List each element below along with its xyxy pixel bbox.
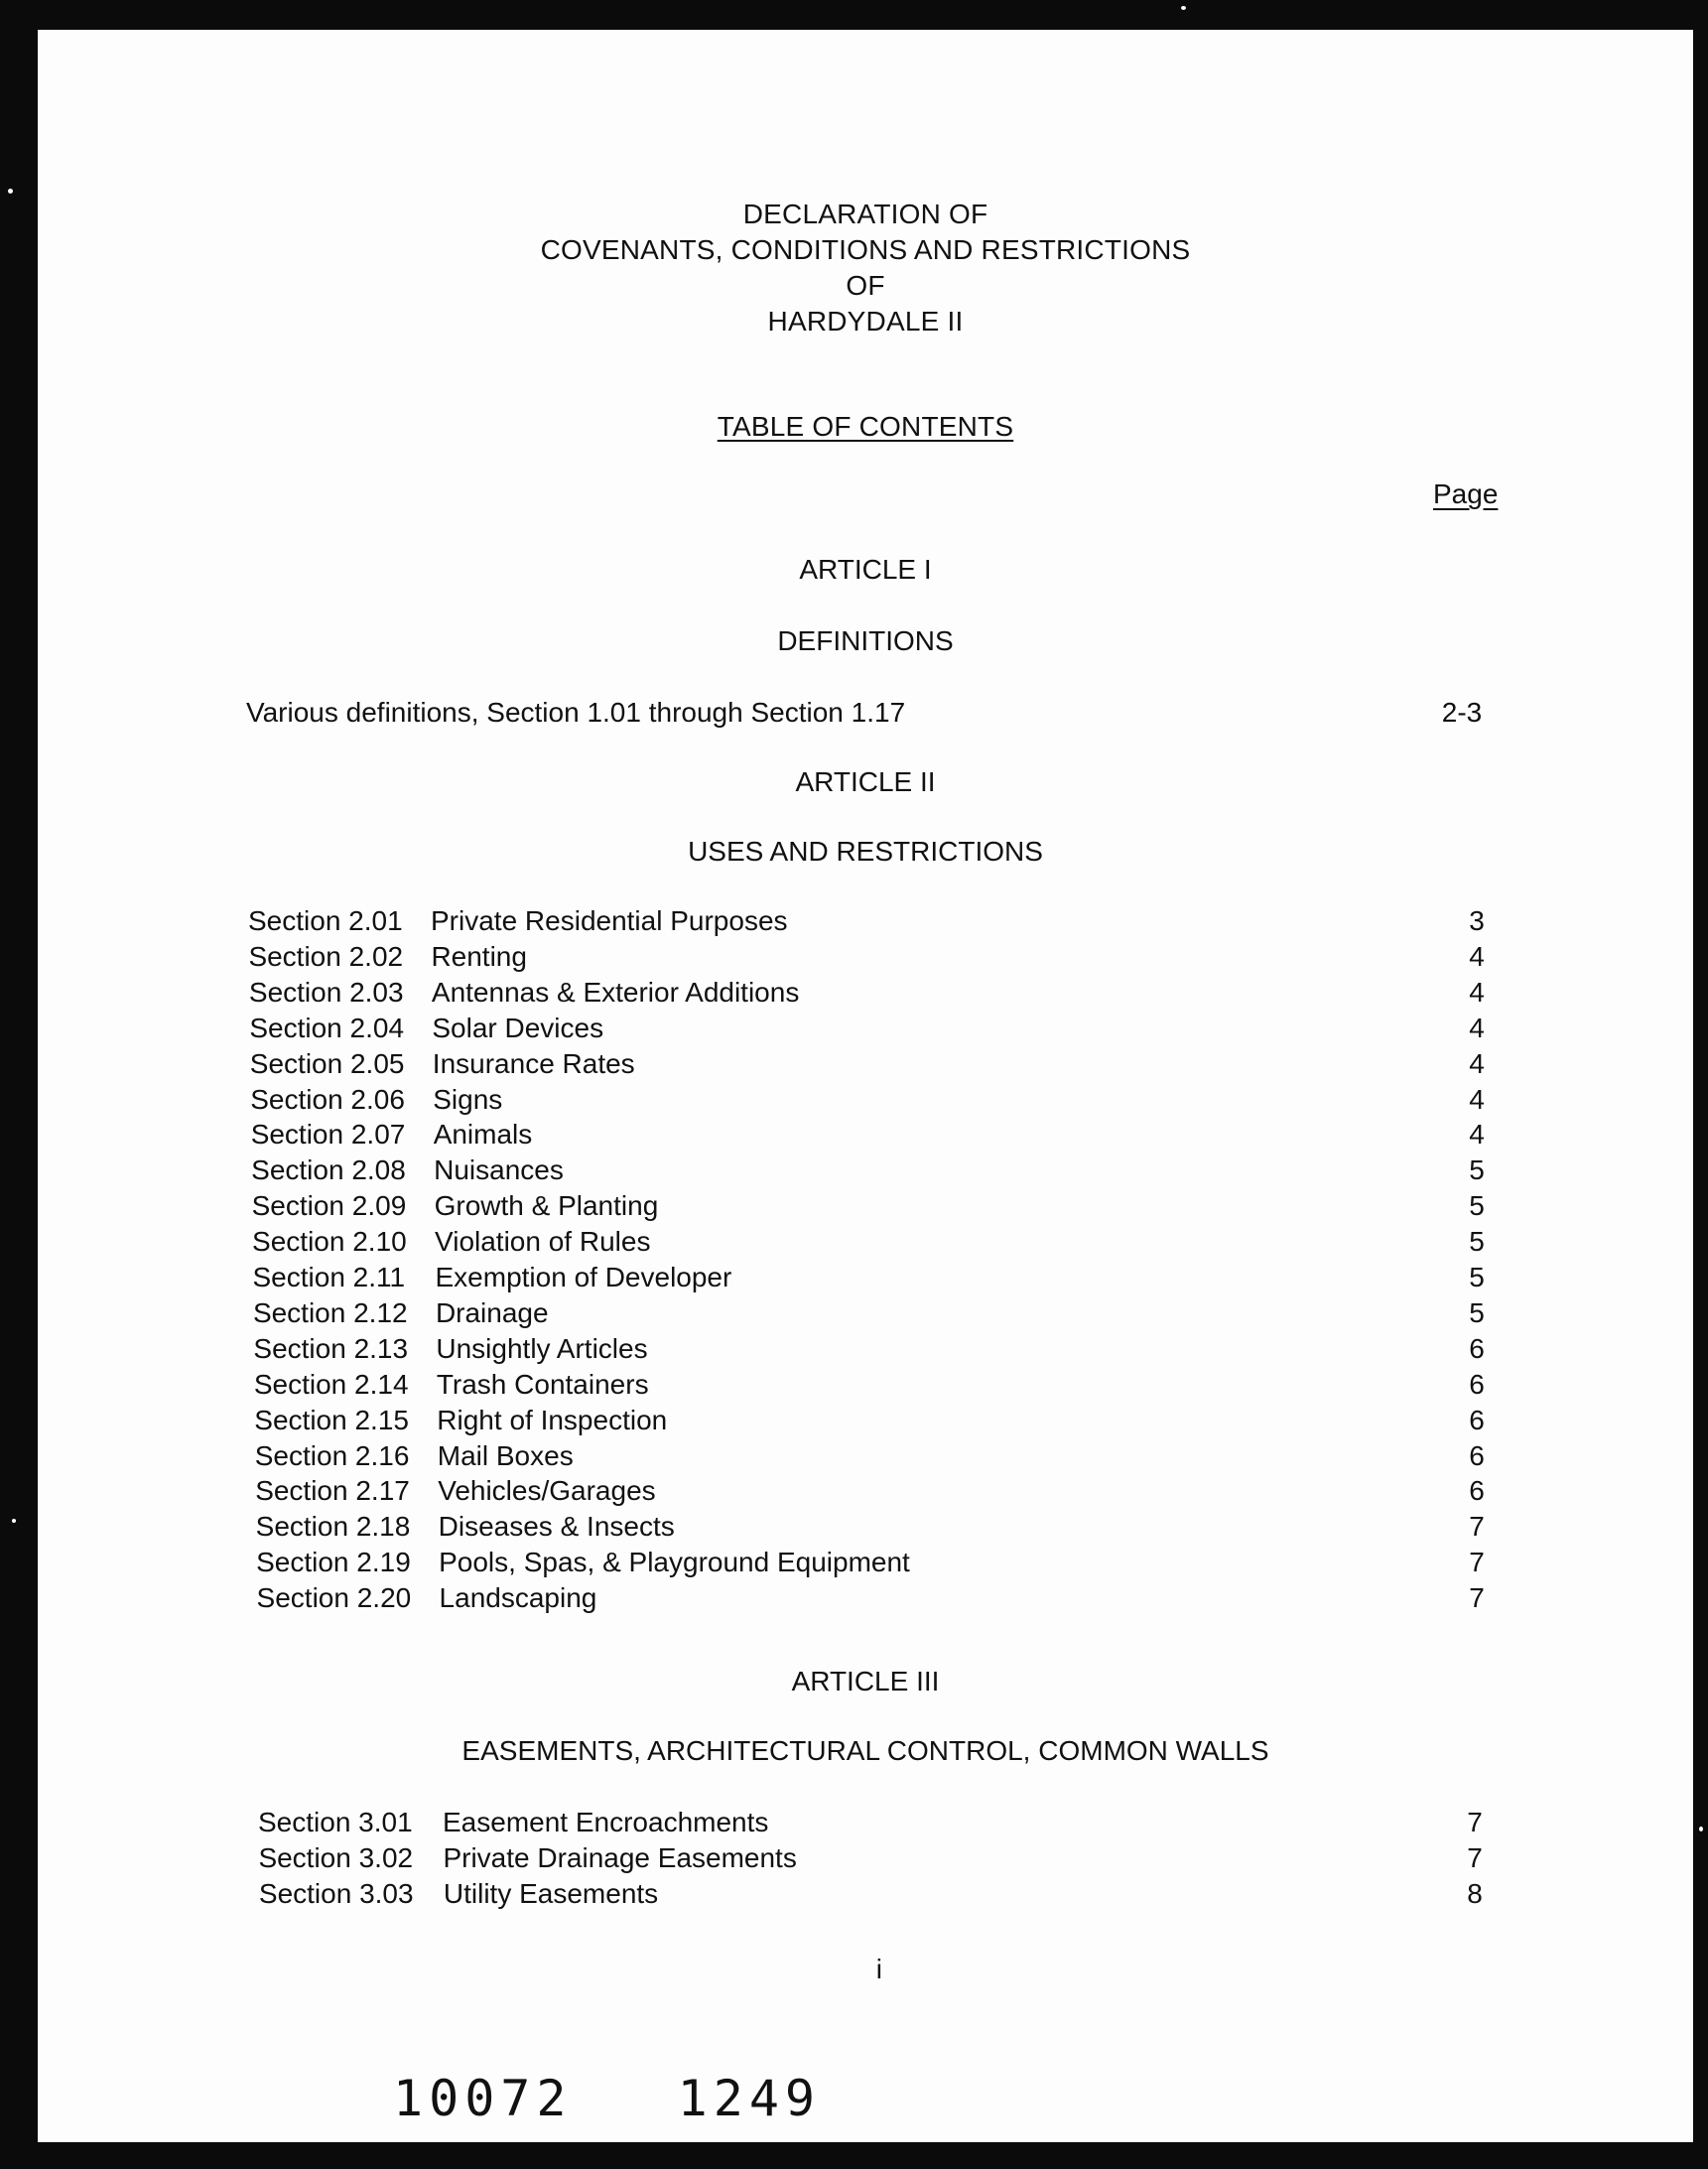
section-title: Growth & Planting xyxy=(434,1190,659,1222)
toc-row xyxy=(38,1842,1693,1878)
article-2-heading: USES AND RESTRICTIONS xyxy=(688,836,1043,867)
toc-row xyxy=(38,1297,1693,1333)
section-number: Section 2.12 xyxy=(252,1296,408,1328)
section-page: 5 xyxy=(1469,1262,1485,1292)
section-page: 4 xyxy=(1469,1119,1485,1151)
document-page xyxy=(38,30,1693,2142)
section-title: Exemption of Developer xyxy=(435,1262,732,1292)
section-page: 5 xyxy=(1469,1226,1485,1258)
toc-row xyxy=(38,1333,1693,1369)
section-number: Section 2.13 xyxy=(253,1332,409,1364)
section-page: 7 xyxy=(1469,1511,1485,1543)
section-page: 4 xyxy=(1469,1012,1485,1043)
section-title: Trash Containers xyxy=(436,1368,649,1400)
section-number: Section 3.01 xyxy=(258,1807,413,1837)
section-number: Section 2.11 xyxy=(252,1262,406,1292)
toc-row xyxy=(38,1878,1693,1914)
section-page: 6 xyxy=(1469,1332,1485,1364)
section-number: Section 2.20 xyxy=(256,1582,412,1614)
section-page: 7 xyxy=(1467,1807,1483,1837)
toc-row xyxy=(38,1190,1693,1226)
toc-row xyxy=(38,1154,1693,1190)
scan-speck xyxy=(8,189,13,194)
section-number: Section 2.08 xyxy=(251,1154,406,1186)
section-number: Section 2.09 xyxy=(251,1190,407,1222)
toc-row xyxy=(38,1048,1693,1084)
section-page: 6 xyxy=(1469,1475,1485,1507)
section-title: Antennas & Exterior Additions xyxy=(431,976,800,1008)
section-page: 6 xyxy=(1469,1404,1485,1435)
toc-row xyxy=(38,1369,1693,1405)
toc-heading: TABLE OF CONTENTS xyxy=(717,411,1014,442)
section-page: 4 xyxy=(1469,1083,1485,1115)
section-page: 5 xyxy=(1469,1190,1485,1222)
section-page: 4 xyxy=(1469,976,1485,1008)
section-title: Unsightly Articles xyxy=(436,1332,648,1364)
section-title: Vehicles/Garages xyxy=(438,1475,656,1507)
section-number: Section 3.02 xyxy=(258,1842,414,1873)
toc-row xyxy=(38,1475,1693,1511)
page-column-label: Page xyxy=(1433,478,1499,509)
toc-row xyxy=(38,977,1693,1013)
toc-row xyxy=(38,1440,1693,1476)
toc-row xyxy=(38,1807,1693,1842)
article-1-heading: DEFINITIONS xyxy=(777,625,954,656)
section-page: 5 xyxy=(1469,1296,1485,1328)
section-number: Section 2.10 xyxy=(252,1226,407,1258)
title-line-2: COVENANTS, CONDITIONS AND RESTRICTIONS xyxy=(540,234,1191,265)
section-number: Section 2.05 xyxy=(249,1047,405,1079)
scan-speck xyxy=(1699,1827,1703,1831)
title-line-4: HARDYDALE II xyxy=(767,306,964,337)
definitions-page: 2-3 xyxy=(1441,697,1483,728)
article-2-number: ARTICLE II xyxy=(795,766,936,797)
section-page: 7 xyxy=(1469,1582,1485,1614)
title-line-1: DECLARATION OF xyxy=(742,199,988,229)
scan-speck xyxy=(1181,6,1186,10)
section-page: 7 xyxy=(1467,1842,1483,1873)
section-title: Signs xyxy=(433,1083,503,1115)
section-number: Section 2.04 xyxy=(249,1012,405,1043)
section-number: Section 2.15 xyxy=(254,1404,409,1435)
definitions-text: Various definitions, Section 1.01 through Section 1.17 xyxy=(246,697,906,728)
section-number: Section 2.16 xyxy=(254,1439,410,1471)
section-number: Section 2.18 xyxy=(255,1511,411,1543)
section-title: Renting xyxy=(431,940,527,972)
toc-row xyxy=(38,1226,1693,1262)
page-number: i xyxy=(875,1954,883,1984)
section-title: Pools, Spas, & Playground Equipment xyxy=(439,1547,910,1578)
article-1-number: ARTICLE I xyxy=(799,554,932,585)
section-number: Section 2.03 xyxy=(248,976,404,1008)
article-3-heading: EASEMENTS, ARCHITECTURAL CONTROL, COMMON WALLS xyxy=(461,1735,1269,1766)
section-page: 7 xyxy=(1469,1547,1485,1578)
section-number: Section 2.07 xyxy=(250,1119,406,1151)
section-number: Section 2.19 xyxy=(256,1547,411,1578)
section-title: Mail Boxes xyxy=(437,1439,574,1471)
section-title: Violation of Rules xyxy=(435,1226,651,1258)
section-title: Landscaping xyxy=(439,1582,597,1614)
toc-row xyxy=(38,1119,1693,1154)
stamp-right: 1249 xyxy=(677,2070,822,2127)
toc-row xyxy=(38,905,1693,941)
stamp-left: 10072 xyxy=(393,2070,573,2127)
section-title: Diseases & Insects xyxy=(438,1511,675,1543)
section-title: Insurance Rates xyxy=(432,1047,635,1079)
section-page: 5 xyxy=(1469,1154,1485,1186)
section-number: Section 2.02 xyxy=(248,940,404,972)
section-title: Nuisances xyxy=(434,1154,564,1186)
section-title: Drainage xyxy=(435,1296,549,1328)
toc-row xyxy=(38,1547,1693,1582)
toc-row xyxy=(38,1405,1693,1440)
section-number: Section 2.14 xyxy=(253,1368,409,1400)
section-number: Section 3.03 xyxy=(258,1878,414,1909)
section-title: Easement Encroachments xyxy=(443,1807,769,1837)
toc-row xyxy=(38,1013,1693,1048)
section-page: 4 xyxy=(1469,940,1485,972)
section-number: Section 2.17 xyxy=(255,1475,410,1507)
section-title: Solar Devices xyxy=(432,1012,604,1043)
toc-row xyxy=(38,941,1693,977)
toc-row xyxy=(38,1084,1693,1120)
section-title: Animals xyxy=(433,1119,533,1151)
toc-row xyxy=(38,1511,1693,1547)
document-stamp-number xyxy=(393,2070,821,2127)
section-title: Right of Inspection xyxy=(437,1404,668,1435)
scan-speck xyxy=(12,1519,16,1523)
section-page: 8 xyxy=(1467,1878,1483,1909)
toc-row xyxy=(38,1262,1693,1297)
section-page: 6 xyxy=(1469,1439,1485,1471)
section-page: 4 xyxy=(1469,1047,1485,1079)
section-number: Section 2.06 xyxy=(250,1083,405,1115)
article-3-number: ARTICLE III xyxy=(791,1666,940,1696)
section-title: Utility Easements xyxy=(443,1878,659,1909)
section-title: Private Drainage Easements xyxy=(443,1842,797,1873)
section-number: Section 2.01 xyxy=(248,905,403,936)
section-title: Private Residential Purposes xyxy=(431,905,788,936)
toc-row xyxy=(38,1582,1693,1618)
section-page: 3 xyxy=(1469,905,1485,936)
section-page: 6 xyxy=(1469,1368,1485,1400)
title-line-3: OF xyxy=(846,270,885,301)
